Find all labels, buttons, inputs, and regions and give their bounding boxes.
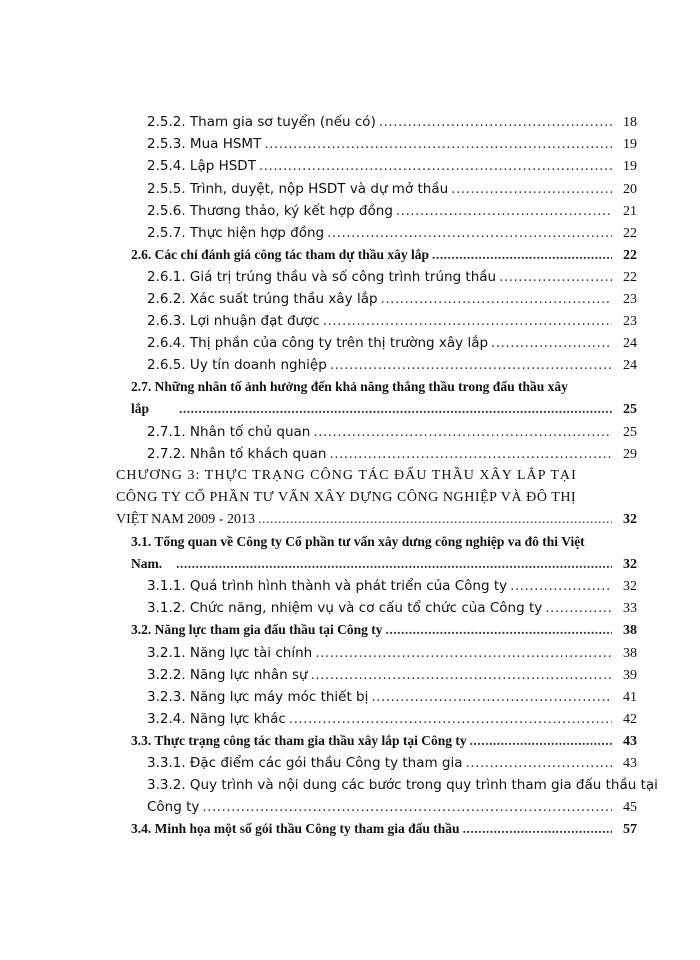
dot-leader — [315, 645, 612, 661]
toc-entry-page: 23 — [623, 292, 637, 307]
toc-entry-title: 3.2.3. Năng lực máy móc thiết bị — [147, 689, 369, 705]
toc-entry-3-2-3[interactable] — [147, 689, 637, 706]
toc-entry-3-1-1[interactable] — [147, 578, 637, 595]
toc-entry-page: 42 — [623, 712, 637, 727]
toc-entry-2-5-7[interactable] — [147, 225, 637, 242]
dot-leader — [463, 821, 612, 837]
toc-entry-title: 2.6. Các chỉ đánh giá công tác tham dự thầu xây lắp — [131, 247, 430, 262]
toc-entry-page: 57 — [623, 822, 637, 837]
dot-leader — [264, 136, 612, 152]
dot-leader — [289, 711, 612, 727]
toc-entry-page: 43 — [623, 756, 637, 771]
toc-entry-2-7-2[interactable] — [147, 446, 637, 463]
dot-leader — [327, 225, 612, 241]
dot-leader — [259, 158, 612, 174]
toc-entry-title: 3.1. Tổng quan về Công ty Cổ phần tư vấn xây dưng công nghiệp va đô thi Việt — [131, 534, 585, 549]
toc-entry-title: 2.5.7. Thực hiện hợp đồng — [147, 225, 325, 241]
dot-leader — [451, 181, 612, 197]
chapter-title: CÔNG TY CỔ PHẦN TƯ VẤN XÂY DỰNG CÔNG NGHIỆP VÀ ĐÔ THỊ — [116, 490, 577, 505]
dot-leader — [371, 689, 612, 705]
toc-entry-page: 19 — [623, 159, 637, 174]
toc-entry-title: 3.1.1. Quá trình hình thành và phát triển của Công ty — [147, 578, 508, 594]
toc-chapter-3-line2[interactable] — [116, 490, 637, 506]
toc-entry-page: 21 — [623, 204, 637, 219]
toc-entry-2-6[interactable] — [131, 247, 637, 264]
toc-entry-title: 2.5.6. Thương thảo, ký kết hợp đồng — [147, 203, 393, 219]
toc-entry-page: 22 — [623, 248, 637, 263]
toc-entry-3-3-2-line1[interactable] — [147, 777, 658, 793]
dot-leader — [311, 667, 612, 683]
toc-entry-page: 24 — [623, 336, 637, 351]
toc-entry-page: 25 — [623, 402, 637, 417]
toc-entry-page: 38 — [623, 623, 637, 638]
dot-leader — [510, 578, 612, 594]
dot-leader — [381, 291, 612, 307]
toc-entry-page: 33 — [623, 601, 637, 616]
dot-leader — [499, 269, 612, 285]
toc-entry-title: 2.6.4. Thị phần của công ty trên thị trường xây lắp — [147, 335, 489, 351]
toc-entry-title: 3.4. Minh họa một số gói thầu Công ty tham gia đấu thầu — [131, 821, 460, 836]
toc-entry-title-cont: lắp — [131, 401, 150, 416]
toc-entry-2-5-3[interactable] — [147, 136, 637, 153]
toc-entry-title: 2.7. Những nhân tố ảnh hưởng đến khả năng thắng thầu trong đấu thầu xây — [131, 379, 568, 394]
dot-leader — [545, 600, 612, 616]
toc-entry-page: 38 — [623, 646, 637, 661]
toc-chapter-3-line1[interactable] — [116, 468, 637, 484]
dot-leader — [176, 556, 612, 572]
dot-leader — [491, 335, 612, 351]
toc-entry-title: 2.7.1. Nhân tố chủ quan — [147, 424, 311, 440]
dot-leader — [330, 357, 612, 373]
toc-entry-title: 2.5.2. Tham gia sơ tuyển (nếu có) — [147, 114, 376, 130]
toc-entry-2-7-line1[interactable] — [131, 379, 637, 395]
toc-entry-title: 2.5.5. Trình, duyệt, nộp HSDT và dự mở thầu — [147, 181, 449, 197]
dot-leader — [466, 755, 612, 771]
toc-entry-2-6-4[interactable] — [147, 335, 637, 352]
toc-entry-title-cont: Công ty — [147, 799, 200, 815]
dot-leader — [396, 203, 612, 219]
toc-chapter-3[interactable] — [116, 512, 637, 528]
toc-entry-title: 2.5.4. Lập HSDT — [147, 158, 256, 174]
toc-entry-title: 3.2.1. Năng lực tài chính — [147, 645, 313, 661]
toc-entry-2-7-1[interactable] — [147, 424, 637, 441]
toc-entry-3-3-1[interactable] — [147, 755, 637, 772]
dot-leader — [323, 313, 612, 329]
toc-entry-3-2-4[interactable] — [147, 711, 637, 728]
toc-entry-2-6-5[interactable] — [147, 357, 637, 374]
toc-entry-page: 32 — [623, 557, 637, 572]
toc-entry-title: 3.3.2. Quy trình và nội dung các bước trong quy trình tham gia đấu thầu tại — [147, 777, 658, 793]
dot-leader — [329, 446, 612, 462]
toc-entry-page: 18 — [623, 115, 637, 130]
toc-entry-2-6-1[interactable] — [147, 269, 637, 286]
toc-entry-2-7[interactable] — [131, 401, 637, 418]
toc-entry-title: 3.2. Năng lực tham gia đấu thầu tại Công ty — [131, 622, 383, 637]
toc-entry-3-2-2[interactable] — [147, 667, 637, 684]
toc-entry-title: 2.5.3. Mua HSMT — [147, 136, 262, 152]
toc-entry-page: 39 — [623, 668, 637, 683]
toc-entry-3-2-1[interactable] — [147, 645, 637, 662]
toc-entry-title: 2.6.5. Uy tín doanh nghiệp — [147, 357, 327, 373]
toc-entry-page: 23 — [623, 314, 637, 329]
toc-entry-title: 3.2.4. Năng lực khác — [147, 711, 286, 727]
toc-entry-page: 25 — [623, 425, 637, 440]
toc-entry-2-5-2[interactable] — [147, 114, 637, 131]
toc-entry-3-1[interactable] — [131, 556, 637, 573]
toc-entry-title: 3.3. Thực trạng công tác tham gia thầu xây lắp tại Công ty — [131, 733, 467, 748]
toc-entry-page: 22 — [623, 270, 637, 285]
toc-entry-page: 29 — [623, 447, 637, 462]
toc-entry-3-1-2[interactable] — [147, 600, 637, 617]
dot-leader — [379, 114, 612, 130]
toc-entry-page: 22 — [623, 226, 637, 241]
toc-entry-title-cont: Nam. — [131, 556, 163, 571]
chapter-title-cont: VIỆT NAM 2009 - 2013 — [116, 512, 255, 527]
dot-leader — [470, 733, 612, 749]
toc-entry-2-5-6[interactable] — [147, 203, 637, 220]
dot-leader — [386, 622, 612, 638]
toc-entry-page: 43 — [623, 734, 637, 749]
toc-entry-title: 2.7.2. Nhân tố khách quan — [147, 446, 327, 462]
toc-entry-2-6-2[interactable] — [147, 291, 637, 308]
toc-entry-page: 32 — [623, 512, 637, 527]
toc-entry-title: 3.2.2. Năng lực nhân sự — [147, 667, 308, 683]
toc-entry-page: 20 — [623, 182, 637, 197]
toc-entry-page: 32 — [623, 579, 637, 594]
dot-leader — [258, 512, 612, 528]
toc-entry-3-1-line1[interactable] — [131, 534, 637, 550]
toc-entry-page: 19 — [623, 137, 637, 152]
toc-entry-title: 2.6.1. Giá trị trúng thầu và số công trình trúng thầu — [147, 269, 497, 285]
toc-entry-title: 3.1.2. Chức năng, nhiệm vụ và cơ cấu tổ chức của Công ty — [147, 600, 543, 616]
toc-entry-page: 24 — [623, 358, 637, 373]
toc-entry-2-5-4[interactable] — [147, 158, 637, 175]
chapter-title: CHƯƠNG 3: THỰC TRẠNG CÔNG TÁC ĐẤU THẦU XÂY LẮP TẠI — [116, 468, 577, 483]
toc-entry-title: 3.3.1. Đặc điểm các gói thầu Công ty tham gia — [147, 755, 463, 771]
toc-entry-title: 2.6.2. Xác suất trúng thầu xây lắp — [147, 291, 378, 307]
toc-entry-3-2[interactable] — [131, 622, 637, 639]
dot-leader — [179, 401, 612, 417]
dot-leader — [432, 247, 612, 263]
toc-entry-2-5-5[interactable] — [147, 181, 637, 198]
toc-entry-page: 45 — [623, 800, 637, 815]
toc-entry-2-6-3[interactable] — [147, 313, 637, 330]
toc-entry-3-3-2[interactable] — [147, 799, 637, 816]
toc-entry-title: 2.6.3. Lợi nhuận đạt được — [147, 313, 320, 329]
toc-entry-3-4[interactable] — [131, 821, 637, 838]
toc-entry-3-3[interactable] — [131, 733, 637, 750]
toc-entry-page: 41 — [623, 690, 637, 705]
dot-leader — [313, 424, 612, 440]
dot-leader — [202, 799, 612, 815]
